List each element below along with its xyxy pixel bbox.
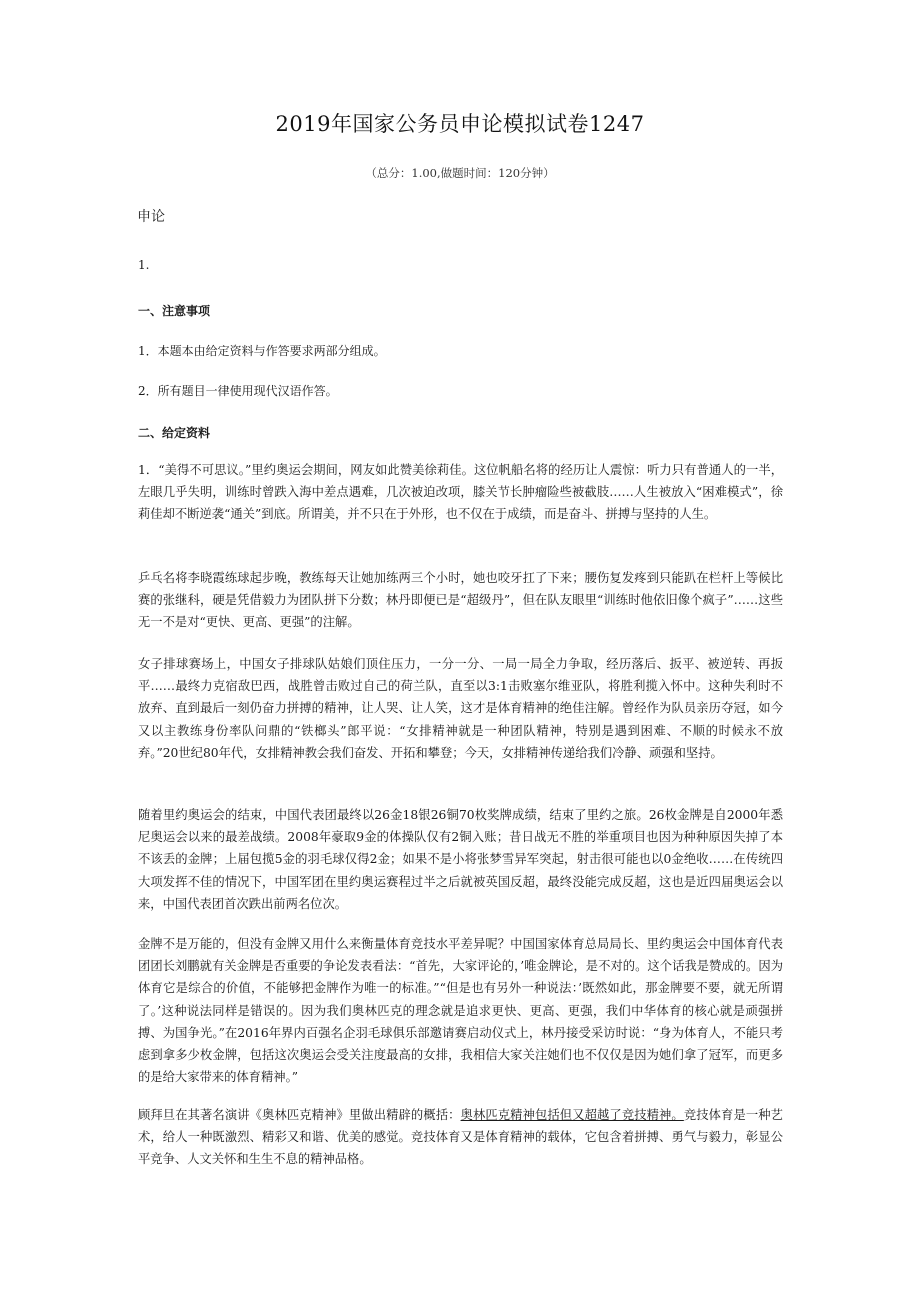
note-item: 2．所有题目一律使用现代汉语作答。 [138,384,338,398]
exam-meta: （总分：1.00,做题时间：120分钟） [365,166,555,180]
underlined-quote: 奥林匹克精神包括但又超越了竞技精神。 [460,1108,684,1122]
heading-notes: 一、注意事项 [138,304,211,318]
paragraph-text: 竞技体育是一种艺术，给人一种既激烈、精彩又和谐、优美的感觉。竞技体育又是体育精神的载体，它包含着拼搏、勇气与毅力，彰显公平竞争、人文关怀和生生不息的精神品格。 [138,1108,783,1167]
document-title: 2019年国家公务员申论模拟试卷1247 [275,112,645,136]
question-number: 1. [138,258,150,272]
material-paragraph: 随着里约奥运会的结束，中国代表团最终以26金18银26铜70枚奖牌成绩，结束了里约之旅。26枚金牌是自2000年悉尼奥运会以来的最差战绩。2008年豪取9金的体操队仅有2铜入账；昔日战无不胜的举重项目也因为种种原因失掉了本不该丢的金牌；上届包揽5金的羽毛球仅得2金；如果不是小将张梦雪异军突起，射击很可能也以0金绝收……在传统四大项发挥不佳的情况下，中国军团在里约奥运赛程过半之后就被英国反超，最终没能完成反超，这也是近四届奥运会以来，中国代表团首次跌出前两名位次。 [138,808,783,911]
material-paragraph: 1．“美得不可思议。”里约奥运会期间，网友如此赞美徐莉佳。这位帆船名将的经历让人震惊：听力只有普通人的一半，左眼几乎失明，训练时曾跌入海中差点遇难，几次被迫改项，膝关节长肿瘤险些被截肢……人生被放入“困难模式”，徐莉佳却不断逆袭“通关”到底。所谓美，并不只在于外形，也不仅在于成绩，而是奋斗、拼搏与坚持的人生。 [138,463,783,522]
material-paragraph-last [138,1104,783,1171]
section-name: 申论 [137,209,165,225]
heading-materials: 二、给定资料 [138,426,211,440]
paragraph-text: 顾拜旦在其著名演讲《奥林匹克精神》里做出精辟的概括： [138,1108,461,1122]
material-paragraph: 金牌不是万能的，但没有金牌又用什么来衡量体育竞技水平差异呢？中国国家体育总局局长、里约奥运会中国体育代表团团长刘鹏就有关金牌是否重要的争论发表看法：“首先，大家评论的，’唯金牌论，是不对的。这个话我是赞成的。因为体育它是综合的价值，不能够把金牌作为唯一的标准。”“但是也有另外一种说法：’既然如此，那金牌要不要，就无所谓了。’这种说法同样是错误的。因为我们奥林匹克的理念就是追求更快、更高、更强，我们中华体育的核心就是顽强拼搏、为国争光。”在2016年界内百强名企羽毛球俱乐部邀请赛启动仪式上，林丹接受采访时说：“身为体育人，不能只考虑到拿多少枚金牌，包括这次奥运会受关注度最高的女排，我相信大家关注她们也不仅仅是因为她们拿了冠军，而更多的是给大家带来的体育精神。” [138,937,783,1085]
material-paragraph: 女子排球赛场上，中国女子排球队姑娘们顶住压力，一分一分、一局一局全力争取，经历落后、扳平、被逆转、再扳平……最终力克宿敌巴西，战胜曾击败过自己的荷兰队，直至以3:1击败塞尔维亚队，将胜利揽入怀中。这种失利时不放弃、直到最后一刻仍奋力拼搏的精神，让人哭、让人笑，这才是体育精神的绝佳注解。曾经作为队员亲历夺冠，如今又以主教练身份率队问鼎的“铁榔头”郎平说：“女排精神就是一种团队精神，特别是遇到困难、不顺的时候永不放弃。”20世纪80年代，女排精神教会我们奋发、开拓和攀登；今天，女排精神传递给我们冷静、顽强和坚持。 [138,657,783,760]
material-paragraph: 乒乓名将李晓霞练球起步晚，教练每天让她加练两三个小时，她也咬牙扛了下来；腰伤复发疼到只能趴在栏杆上等候比赛的张继科，硬是凭借毅力为团队拼下分数；林丹即便已是“超级丹”，但在队友眼里“训练时他依旧像个疯子”……这些无一不是对“更快、更高、更强”的注解。 [138,571,783,630]
note-item: 1．本题本由给定资料与作答要求两部分组成。 [138,344,386,358]
